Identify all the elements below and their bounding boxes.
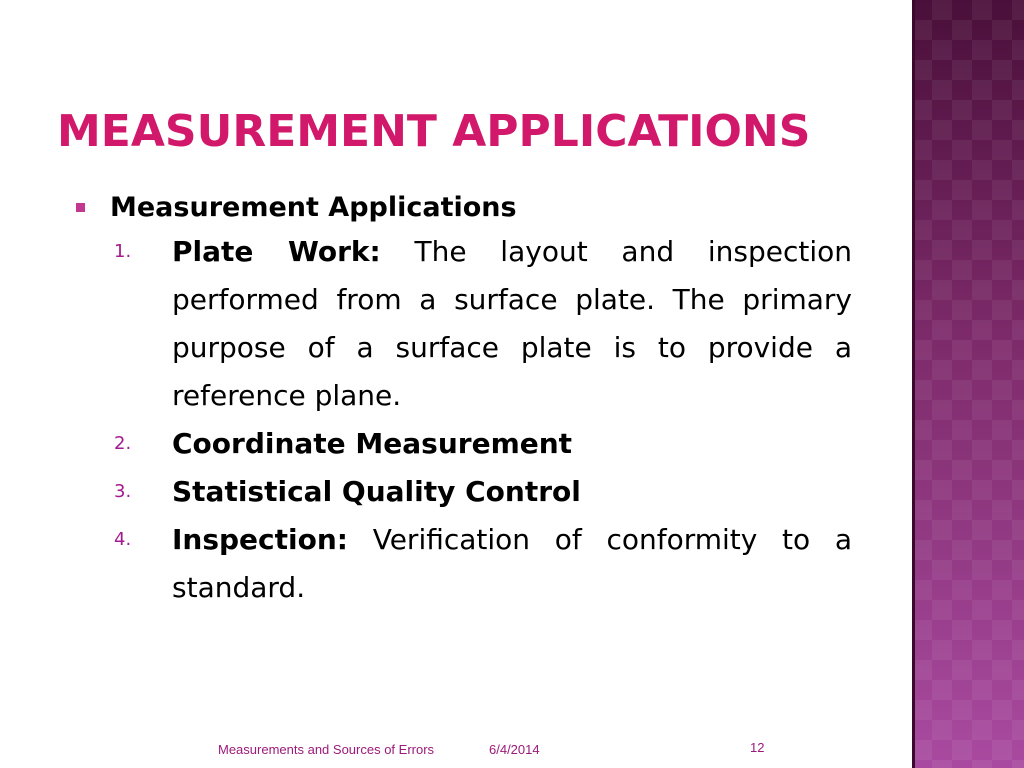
slide-title: MEASUREMENT APPLICATIONS: [57, 106, 811, 157]
numbered-list: [72, 228, 852, 612]
item-description: Verification of conformity to a standard.: [172, 523, 853, 604]
item-label: Inspection:: [172, 523, 348, 556]
bullet-text: Measurement Applications: [110, 192, 517, 223]
footer-page-number: 12: [750, 740, 765, 755]
list-item-inspection: [72, 516, 852, 612]
square-bullet-icon: [76, 203, 85, 212]
list-number: 4.: [114, 529, 132, 550]
item-label: Statistical Quality Control: [172, 475, 581, 508]
bullet-item: [72, 188, 852, 228]
decorative-side-band: [912, 0, 1024, 768]
list-item-coordinate-measurement: [72, 420, 852, 468]
footer-presentation-title: Measurements and Sources of Errors: [218, 742, 435, 757]
footer-date: 6/4/2014: [489, 742, 540, 757]
list-item-statistical-quality-control: [72, 468, 852, 516]
item-label: Coordinate Measurement: [172, 427, 573, 460]
slide-content: [72, 188, 852, 612]
list-number: 2.: [114, 433, 132, 454]
item-label: Plate Work:: [172, 235, 381, 268]
list-number: 1.: [114, 241, 132, 262]
list-item-plate-work: [72, 228, 852, 420]
list-number: 3.: [114, 481, 132, 502]
item-description: The layout and inspection performed from a surface plate. The primary purpose of a surface plate is to provide a reference plane.: [172, 235, 852, 412]
side-band-edge: [912, 0, 915, 768]
